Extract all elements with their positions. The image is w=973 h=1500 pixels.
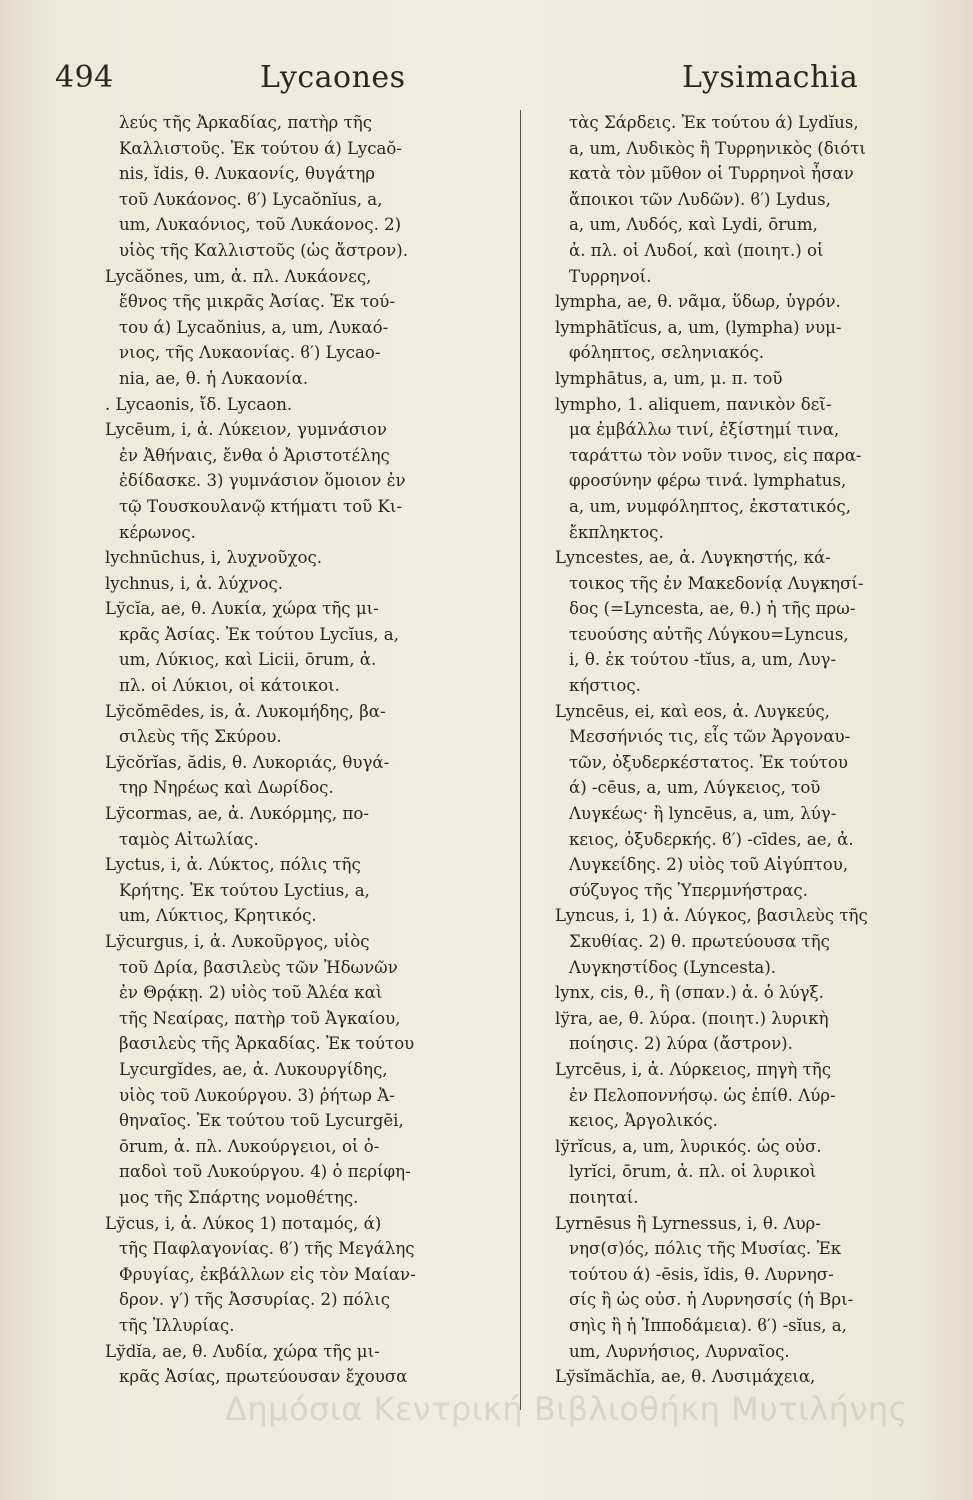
dictionary-line: Φρυγίας, ἐκβάλλων εἰς τὸν Μαίαν- <box>119 1264 416 1284</box>
dictionary-line: Μεσσήνιός τις, εἷς τῶν Ἀργοναυ- <box>569 727 851 747</box>
dictionary-line: Lyrcēus, i, ἀ. Λύρκειος, πηγὴ τῆς <box>555 1059 832 1079</box>
dictionary-line: κειος, ὀξυδερκής. ϐ′) -cīdes, ae, ἀ. <box>569 829 854 849</box>
dictionary-line: lymphātus, a, um, μ. π. τοῦ <box>555 368 783 388</box>
dictionary-line: lўrĭcus, a, um, λυρικός. ὡς οὐσ. <box>555 1136 822 1156</box>
left-column <box>105 110 510 1390</box>
dictionary-line: μος τῆς Σπάρτης νομοθέτης. <box>119 1187 359 1207</box>
dictionary-line: υἱὸς τῆς Καλλιστοῦς (ὡς ἄστρον). <box>119 240 409 260</box>
dictionary-line: πλ. οἱ Λύκιοι, οἱ κάτοικοι. <box>119 676 340 696</box>
dictionary-line: ōrum, ἀ. πλ. Λυκούργειοι, οἱ ὀ- <box>119 1136 380 1156</box>
dictionary-line: a, um, Λυδικὸς ἢ Τυρρηνικὸς (διότι <box>569 138 866 158</box>
dictionary-line: ταμὸς Αἰτωλίας. <box>119 829 259 849</box>
dictionary-line: i, θ. ἐκ τούτου -tĭus, a, um, Λυγ- <box>569 650 837 670</box>
dictionary-line: τούτου ά) -ēsis, ĭdis, θ. Λυρνησ- <box>569 1264 834 1284</box>
right-running-headword: Lysimachia <box>682 60 859 95</box>
dictionary-line: σηὶς ἢ ἡ Ἱπποδάμεια). ϐ′) -sĭus, a, <box>569 1315 847 1335</box>
dictionary-line: ἐν Πελοποννήσῳ. ὡς ἐπίθ. Λύρ- <box>569 1085 836 1105</box>
dictionary-line: ἀ. πλ. οἱ Λυδοί, καὶ (ποιητ.) οἱ <box>569 240 824 260</box>
dictionary-line: Lycēum, i, ἀ. Λύκειον, γυμνάσιον <box>105 420 387 440</box>
dictionary-line: τηρ Νηρέως καὶ Δωρίδος. <box>119 778 334 798</box>
dictionary-line: lyrĭci, ōrum, ἀ. πλ. οἱ λυρικοὶ <box>569 1162 817 1182</box>
dictionary-line: κήστιος. <box>569 676 641 696</box>
left-running-headword: Lycaones <box>260 60 406 95</box>
dictionary-line: τῶν, ὀξυδερκέστατος. Ἐκ τούτου <box>569 752 848 772</box>
dictionary-line: Lўdĭa, ae, θ. Λυδία, χώρα τῆς μι- <box>105 1341 380 1361</box>
dictionary-line: Λυγκείδης. 2) υἱὸς τοῦ Αἰγύπτου, <box>569 855 849 875</box>
dictionary-line: ποιηταί. <box>569 1187 639 1207</box>
dictionary-line: κρᾶς Ἀσίας. Ἐκ τούτου Lycĭus, a, <box>119 624 399 644</box>
dictionary-line: Λυγκέως· ἢ lyncēus, a, um, λύγ- <box>569 804 837 824</box>
dictionary-line: κειος, Ἀργολικός. <box>569 1111 718 1131</box>
dictionary-line: φροσύνην φέρω τινά. lymphatus, <box>569 471 847 491</box>
dictionary-line: Lўsĭmăchĭa, ae, θ. Λυσιμάχεια, <box>555 1367 816 1387</box>
dictionary-line: θηναῖος. Ἐκ τούτου τοῦ Lycurgēi, <box>119 1111 404 1131</box>
dictionary-line: Lyncestes, ae, ἀ. Λυγκηστής, κά- <box>555 548 831 568</box>
dictionary-line: Lyncēus, ei, καὶ eos, ἀ. Λυγκεύς, <box>555 701 830 721</box>
dictionary-line: μα ἐμβάλλω τινί, ἐξίστημί τινα, <box>569 420 840 440</box>
dictionary-line: ταράττω τὸν νοῦν τινος, εἰς παρα- <box>569 445 862 465</box>
dictionary-line: τῆς Παφλαγονίας. ϐ′) τῆς Μεγάλης <box>119 1239 415 1259</box>
dictionary-line: a, um, Λυδός, καὶ Lydi, ōrum, <box>569 215 818 235</box>
dictionary-line: Lўcus, i, ἀ. Λύκος 1) ποταμός, ά) <box>105 1213 382 1233</box>
dictionary-line: Lyctus, i, ἀ. Λύκτος, πόλις τῆς <box>105 855 361 875</box>
dictionary-line: νιος, τῆς Λυκαονίας. ϐ′) Lycao- <box>119 343 381 363</box>
dictionary-line: σίς ἢ ὡς οὐσ. ἡ Λυρνησσίς (ἡ Βρι- <box>569 1290 854 1310</box>
dictionary-line: φόληπτος, σεληνιακός. <box>569 343 765 363</box>
dictionary-line: κέρωνος. <box>119 522 196 542</box>
dictionary-line: τοικος τῆς ἐν Μακεδονίᾳ Λυγκησί- <box>569 573 864 593</box>
dictionary-line: τῆς Ἰλλυρίας. <box>119 1315 235 1335</box>
dictionary-line: nis, ĭdis, θ. Λυκαονίς, θυγάτηρ <box>119 164 376 184</box>
dictionary-line: ποίησις. 2) λύρα (ἄστρον). <box>569 1034 793 1054</box>
dictionary-line: lympha, ae, θ. νᾶμα, ὕδωρ, ὑγρόν. <box>555 292 841 312</box>
dictionary-line: τῆς Νεαίρας, πατὴρ τοῦ Ἀγκαίου, <box>119 1008 401 1028</box>
dictionary-line: τοῦ Δρία, βασιλεὺς τῶν Ἠδωνῶν <box>119 957 398 977</box>
dictionary-line: κρᾶς Ἀσίας, πρωτεύουσαν ἔχουσα <box>119 1367 408 1387</box>
library-watermark: Δημόσια Κεντρική Βιβλιοθήκη Μυτιλήνης <box>225 1390 908 1428</box>
dictionary-line: σύζυγος τῆς Ὑπερμνήστρας. <box>569 880 808 900</box>
dictionary-line: a, um, νυμφόληπτος, ἐκστατικός, <box>569 496 851 516</box>
dictionary-line: λεύς τῆς Ἀρκαδίας, πατὴρ τῆς <box>119 113 372 132</box>
dictionary-line: ἐν Θρᾴκῃ. 2) υἱὸς τοῦ Ἀλέα καὶ <box>119 983 383 1003</box>
dictionary-line: . Lycaonis, ἴδ. Lycaon. <box>105 394 293 414</box>
dictionary-line: Lycurgĭdes, ae, ἀ. Λυκουργίδης, <box>119 1059 388 1079</box>
dictionary-line: ά) -cēus, a, um, Λύγκειος, τοῦ <box>569 778 821 798</box>
dictionary-line: νησ(σ)ός, πόλις τῆς Μυσίας. Ἐκ <box>569 1239 842 1259</box>
dictionary-line: Lўcurgus, i, ἀ. Λυκοῦργος, υἱὸς <box>105 932 370 951</box>
dictionary-line: Lўcĭa, ae, θ. Λυκία, χώρα τῆς μι- <box>105 599 379 619</box>
dictionary-line: lychnus, i, ἀ. λύχνος. <box>105 573 284 593</box>
dictionary-line: Σκυθίας. 2) θ. πρωτεύουσα τῆς <box>569 932 830 951</box>
dictionary-line: ἔκπληκτος. <box>569 522 664 542</box>
dictionary-line: κατὰ τὸν μῦθον οἱ Τυρρηνοὶ ἦσαν <box>569 164 854 184</box>
running-header <box>55 52 935 102</box>
dictionary-line: um, Λύκτιος, Κρητικός. <box>119 906 317 926</box>
column-divider <box>520 110 521 1410</box>
page-number: 494 <box>55 60 114 95</box>
dictionary-line: υἱὸς τοῦ Λυκούργου. 3) ῥήτωρ Ἀ- <box>119 1085 395 1105</box>
dictionary-line: lўra, ae, θ. λύρα. (ποιητ.) λυρικὴ <box>555 1008 829 1028</box>
dictionary-line: Lyrnēsus ἢ Lyrnessus, i, θ. Λυρ- <box>555 1213 821 1233</box>
dictionary-line: σιλεὺς τῆς Σκύρου. <box>119 727 282 747</box>
dictionary-line: δρον. γ′) τῆς Ἀσσυρίας. 2) πόλις <box>119 1290 391 1310</box>
dictionary-line: ἐν Ἀθήναις, ἔνθα ὁ Ἀριστοτέλης <box>119 445 390 465</box>
dictionary-line: παδοὶ τοῦ Λυκούργου. 4) ὁ περίφη- <box>119 1162 411 1182</box>
dictionary-line: βασιλεὺς τῆς Ἀρκαδίας. Ἐκ τούτου <box>119 1034 415 1054</box>
dictionary-line: του ά) Lycaŏnius, a, um, Λυκαό- <box>119 317 389 337</box>
dictionary-line: τῷ Τουσκουλανῷ κτήματι τοῦ Κι- <box>119 496 403 516</box>
dictionary-line: um, Λυκαόνιος, τοῦ Λυκάονος. 2) <box>119 215 402 235</box>
dictionary-line: Lycăŏnes, um, ἀ. πλ. Λυκάονες, <box>105 266 372 286</box>
right-column <box>555 110 960 1390</box>
dictionary-line: δος (=Lyncesta, ae, θ.) ἡ τῆς πρω- <box>569 599 856 619</box>
dictionary-line: lymphātĭcus, a, um, (lympha) νυμ- <box>555 317 842 337</box>
dictionary-line: Lўcormas, ae, ἀ. Λυκόρμης, πο- <box>105 804 369 824</box>
dictionary-line: ἐδίδασκε. 3) γυμνάσιον ὅμοιον ἐν <box>119 471 406 491</box>
dictionary-line: Lўcŏrĭas, ădis, θ. Λυκοριάς, θυγά- <box>105 752 390 772</box>
dictionary-line: Lyncus, i, 1) ἀ. Λύγκος, βασιλεὺς τῆς <box>555 906 868 926</box>
dictionary-line: lychnūchus, i, λυχνοῦχος. <box>105 548 323 568</box>
dictionary-line: lynx, cis, θ., ἢ (σπαν.) ἀ. ὁ λύγξ. <box>555 983 824 1003</box>
dictionary-line: τευούσης αὐτῆς Λύγκου=Lyncus, <box>569 624 849 644</box>
dictionary-line: Λυγκηστίδος (Lyncesta). <box>569 957 777 977</box>
dictionary-line: Τυρρηνοί. <box>569 266 652 286</box>
dictionary-line: Lўcŏmēdes, is, ἀ. Λυκομήδης, βα- <box>105 701 386 721</box>
dictionary-line: lympho, 1. aliquem, πανικὸν δεῖ- <box>555 394 832 414</box>
dictionary-line: ἄποικοι τῶν Λυδῶν). ϐ′) Lydus, <box>569 189 831 209</box>
dictionary-line: um, Λυρνήσιος, Λυρναῖος. <box>569 1341 790 1361</box>
dictionary-line: Καλλιστοῦς. Ἐκ τούτου ά) Lycaŏ- <box>119 138 403 158</box>
dictionary-line: um, Λύκιος, καὶ Licii, ōrum, ἀ. <box>119 650 377 670</box>
dictionary-line: τὰς Σάρδεις. Ἐκ τούτου ά) Lydĭus, <box>569 113 859 132</box>
dictionary-line: τοῦ Λυκάονος. ϐ′) Lycaŏnĭus, a, <box>119 189 383 209</box>
dictionary-line: ἔθνος τῆς μικρᾶς Ἀσίας. Ἐκ τού- <box>119 292 395 312</box>
dictionary-line: Κρήτης. Ἐκ τούτου Lyctius, a, <box>119 880 370 900</box>
dictionary-line: nia, ae, θ. ἡ Λυκαονία. <box>119 368 309 388</box>
